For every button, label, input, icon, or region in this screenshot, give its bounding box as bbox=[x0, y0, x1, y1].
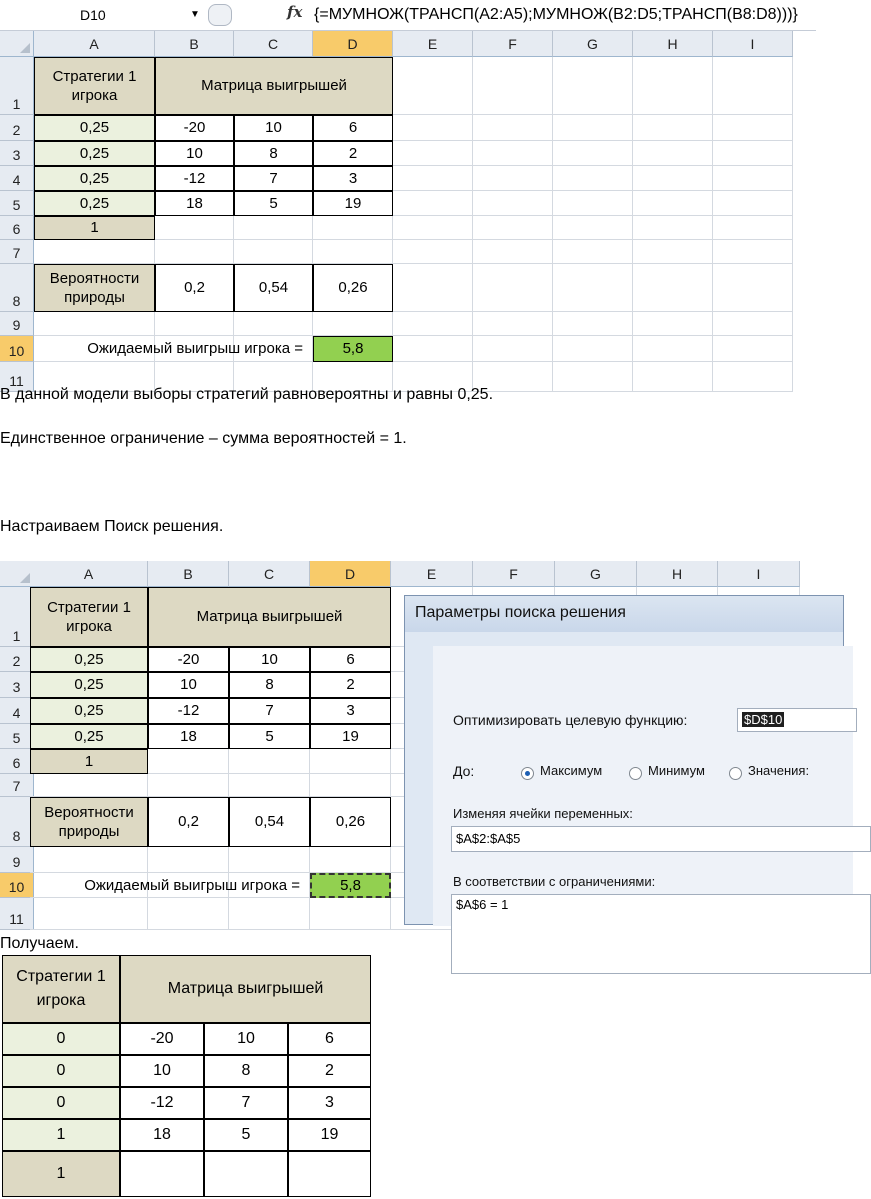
result-empty-cell bbox=[120, 1151, 204, 1197]
nature-prob-cell[interactable]: 0,54 bbox=[234, 264, 313, 312]
column-header-a[interactable]: A bbox=[30, 561, 148, 587]
matrix-cell[interactable]: 8 bbox=[234, 141, 313, 166]
matrix-cell[interactable]: 6 bbox=[310, 647, 391, 672]
column-header-d[interactable]: D bbox=[313, 31, 393, 57]
sum-cell[interactable]: 1 bbox=[30, 749, 148, 774]
objective-value: $D$10 bbox=[744, 712, 783, 727]
matrix-cell[interactable]: 10 bbox=[155, 141, 234, 166]
matrix-cell[interactable]: 18 bbox=[148, 724, 229, 749]
column-header-e[interactable]: E bbox=[393, 31, 473, 57]
row-header-8[interactable]: 8 bbox=[0, 264, 34, 312]
strategy-cell[interactable]: 0,25 bbox=[34, 166, 155, 191]
formula-input[interactable]: {=МУМНОЖ(ТРАНСП(A2:A5);МУМНОЖ(B2:D5;ТРАНСП(B8:D8)))} bbox=[314, 6, 798, 23]
matrix-cell[interactable]: 7 bbox=[229, 698, 310, 724]
matrix-cell[interactable]: 5 bbox=[234, 191, 313, 216]
result-matrix-cell: -20 bbox=[120, 1023, 204, 1055]
formula-bar bbox=[0, 0, 816, 31]
gridline bbox=[632, 57, 633, 392]
matrix-cell[interactable]: 2 bbox=[313, 141, 393, 166]
column-header-f[interactable]: F bbox=[473, 561, 555, 587]
gridline bbox=[792, 57, 793, 392]
result-matrix-cell: -12 bbox=[120, 1087, 204, 1119]
radio-value-label[interactable]: Значения: bbox=[748, 763, 810, 778]
paragraph-constraint: Единственное ограничение – сумма вероятностей = 1. bbox=[0, 430, 407, 447]
column-header-e[interactable]: E bbox=[391, 561, 473, 587]
row-header-1[interactable]: 1 bbox=[0, 57, 34, 115]
spreadsheet-screenshot-1 bbox=[0, 0, 816, 389]
result-matrix-header: Матрица выигрышей bbox=[120, 955, 371, 1023]
nature-label: Вероятности природы bbox=[30, 797, 148, 847]
row-header-2[interactable]: 2 bbox=[0, 115, 34, 141]
column-header-c[interactable]: C bbox=[234, 31, 313, 57]
column-header-c[interactable]: C bbox=[229, 561, 310, 587]
matrix-cell[interactable]: 19 bbox=[310, 724, 391, 749]
column-header-g[interactable]: G bbox=[555, 561, 637, 587]
paragraph-equal-probabilities: В данной модели выборы стратегий равновероятны и равны 0,25. bbox=[0, 386, 494, 403]
strategy-cell[interactable]: 0,25 bbox=[30, 672, 148, 698]
strategies-header: Стратегии 1 игрока bbox=[34, 57, 155, 115]
matrix-cell[interactable]: 10 bbox=[234, 115, 313, 141]
nature-label: Вероятности природы bbox=[34, 264, 155, 312]
row-header-4[interactable]: 4 bbox=[0, 166, 34, 191]
sum-cell[interactable]: 1 bbox=[34, 216, 155, 240]
row-header-11[interactable]: 11 bbox=[0, 362, 34, 392]
strategy-cell[interactable]: 0,25 bbox=[34, 191, 155, 216]
insert-function-icon[interactable]: fx bbox=[287, 3, 303, 21]
name-box[interactable] bbox=[8, 4, 198, 26]
result-matrix-cell: 10 bbox=[120, 1055, 204, 1087]
column-header-a[interactable]: A bbox=[34, 31, 155, 57]
result-matrix-cell: 18 bbox=[120, 1119, 204, 1151]
formula-bar-handle-icon[interactable] bbox=[208, 4, 232, 26]
row-header-10[interactable]: 10 bbox=[0, 873, 34, 898]
matrix-cell[interactable]: 6 bbox=[313, 115, 393, 141]
result-matrix-cell: 6 bbox=[288, 1023, 371, 1055]
row-header-4[interactable]: 4 bbox=[0, 698, 34, 724]
expected-label: Ожидаемый выигрыш игрока = bbox=[87, 340, 303, 358]
radio-min[interactable] bbox=[629, 767, 642, 780]
radio-min-label[interactable]: Минимум bbox=[648, 763, 705, 778]
column-header-h[interactable]: H bbox=[637, 561, 718, 587]
objective-field[interactable] bbox=[737, 708, 857, 732]
strategy-cell[interactable]: 0,25 bbox=[34, 141, 155, 166]
paragraph-solver-setup: Настраиваем Поиск решения. bbox=[0, 518, 224, 535]
strategy-cell[interactable]: 0,25 bbox=[30, 647, 148, 672]
matrix-header: Матрица выигрышей bbox=[148, 587, 391, 647]
objective-label: Оптимизировать целевую функцию: bbox=[453, 712, 688, 728]
column-header-f[interactable]: F bbox=[473, 31, 553, 57]
spreadsheet-screenshot-2 bbox=[0, 555, 816, 927]
row-header-3[interactable]: 3 bbox=[0, 672, 34, 698]
matrix-cell[interactable]: -12 bbox=[155, 166, 234, 191]
result-matrix-cell: 7 bbox=[204, 1087, 288, 1119]
chevron-down-icon[interactable]: ▼ bbox=[190, 9, 200, 20]
name-box-value: D10 bbox=[80, 7, 106, 23]
paragraph-result: Получаем. bbox=[0, 935, 79, 952]
expected-label: Ожидаемый выигрыш игрока = bbox=[84, 876, 300, 894]
dialog-body bbox=[433, 646, 853, 926]
result-strategy-cell: 1 bbox=[2, 1119, 120, 1151]
strategy-cell[interactable]: 0,25 bbox=[30, 698, 148, 724]
matrix-cell[interactable]: 10 bbox=[229, 647, 310, 672]
strategies-header: Стратегии 1 игрока bbox=[30, 587, 148, 647]
result-table bbox=[0, 955, 372, 1197]
gridline bbox=[472, 57, 473, 392]
nature-prob-cell[interactable]: 0,2 bbox=[148, 797, 229, 847]
matrix-cell[interactable]: 8 bbox=[229, 672, 310, 698]
row-header-6[interactable]: 6 bbox=[0, 216, 34, 240]
result-matrix-cell: 8 bbox=[204, 1055, 288, 1087]
result-matrix-cell: 19 bbox=[288, 1119, 371, 1151]
row-header-8[interactable]: 8 bbox=[0, 797, 34, 847]
nature-prob-cell[interactable]: 0,54 bbox=[229, 797, 310, 847]
select-all-corner[interactable] bbox=[0, 31, 34, 57]
gridline bbox=[712, 57, 713, 392]
strategy-cell[interactable]: 0,25 bbox=[34, 115, 155, 141]
nature-prob-cell[interactable]: 0,26 bbox=[313, 264, 393, 312]
row-header-5[interactable]: 5 bbox=[0, 191, 34, 216]
dialog-title: Параметры поиска решения bbox=[415, 604, 626, 621]
matrix-cell[interactable]: 5 bbox=[229, 724, 310, 749]
solver-dialog bbox=[404, 595, 844, 925]
row-header-3[interactable]: 3 bbox=[0, 141, 34, 166]
nature-prob-cell[interactable]: 0,2 bbox=[155, 264, 234, 312]
row-header-1[interactable]: 1 bbox=[0, 587, 34, 647]
row-header-9[interactable]: 9 bbox=[0, 847, 34, 873]
constraints-label: В соответствии с ограничениями: bbox=[453, 874, 656, 889]
changing-cells-label: Изменяя ячейки переменных: bbox=[453, 806, 633, 821]
row-header-2[interactable]: 2 bbox=[0, 647, 34, 672]
result-matrix-cell: 2 bbox=[288, 1055, 371, 1087]
row-header-5[interactable]: 5 bbox=[0, 724, 34, 749]
result-matrix-cell: 10 bbox=[204, 1023, 288, 1055]
result-matrix-cell: 5 bbox=[204, 1119, 288, 1151]
matrix-cell[interactable]: -20 bbox=[155, 115, 234, 141]
result-strategy-cell: 0 bbox=[2, 1055, 120, 1087]
result-empty-cell bbox=[204, 1151, 288, 1197]
gridline bbox=[552, 57, 553, 392]
radio-max[interactable] bbox=[521, 767, 534, 780]
result-strategies-header: Стратегии 1 игрока bbox=[2, 955, 120, 1023]
constraints-list[interactable] bbox=[451, 894, 871, 974]
column-header-i[interactable]: I bbox=[713, 31, 793, 57]
matrix-cell[interactable]: 3 bbox=[313, 166, 393, 191]
radio-max-label[interactable]: Максимум bbox=[540, 763, 603, 778]
matrix-cell[interactable]: -20 bbox=[148, 647, 229, 672]
column-header-b[interactable]: B bbox=[155, 31, 234, 57]
radio-value[interactable] bbox=[729, 767, 742, 780]
column-header-b[interactable]: B bbox=[148, 561, 229, 587]
matrix-cell[interactable]: 7 bbox=[234, 166, 313, 191]
dialog-titlebar[interactable] bbox=[405, 596, 843, 632]
matrix-cell[interactable]: -12 bbox=[148, 698, 229, 724]
row-header-10[interactable]: 10 bbox=[0, 336, 34, 362]
expected-value-cell[interactable]: 5,8 bbox=[310, 873, 391, 898]
row-header-7[interactable]: 7 bbox=[0, 774, 34, 797]
to-label: До: bbox=[453, 763, 475, 779]
expected-value-cell[interactable]: 5,8 bbox=[313, 336, 393, 362]
column-header-i[interactable]: I bbox=[718, 561, 800, 587]
column-header-g[interactable]: G bbox=[553, 31, 633, 57]
result-sum-cell: 1 bbox=[2, 1151, 120, 1197]
row-header-9[interactable]: 9 bbox=[0, 312, 34, 336]
matrix-cell[interactable]: 3 bbox=[310, 698, 391, 724]
column-header-d[interactable]: D bbox=[310, 561, 391, 587]
matrix-cell[interactable]: 2 bbox=[310, 672, 391, 698]
select-all-corner[interactable] bbox=[0, 561, 34, 587]
matrix-cell[interactable]: 18 bbox=[155, 191, 234, 216]
nature-prob-cell[interactable]: 0,26 bbox=[310, 797, 391, 847]
changing-cells-field[interactable]: $A$2:$A$5 bbox=[451, 826, 871, 852]
matrix-header: Матрица выигрышей bbox=[155, 57, 393, 115]
result-empty-cell bbox=[288, 1151, 371, 1197]
result-strategy-cell: 0 bbox=[2, 1087, 120, 1119]
row-header-6[interactable]: 6 bbox=[0, 749, 34, 774]
strategy-cell[interactable]: 0,25 bbox=[30, 724, 148, 749]
row-header-7[interactable]: 7 bbox=[0, 240, 34, 264]
matrix-cell[interactable]: 19 bbox=[313, 191, 393, 216]
matrix-cell[interactable]: 10 bbox=[148, 672, 229, 698]
row-header-11[interactable]: 11 bbox=[0, 898, 34, 930]
result-strategy-cell: 0 bbox=[2, 1023, 120, 1055]
result-matrix-cell: 3 bbox=[288, 1087, 371, 1119]
column-header-h[interactable]: H bbox=[633, 31, 713, 57]
constraint-item[interactable]: $A$6 = 1 bbox=[456, 897, 509, 912]
